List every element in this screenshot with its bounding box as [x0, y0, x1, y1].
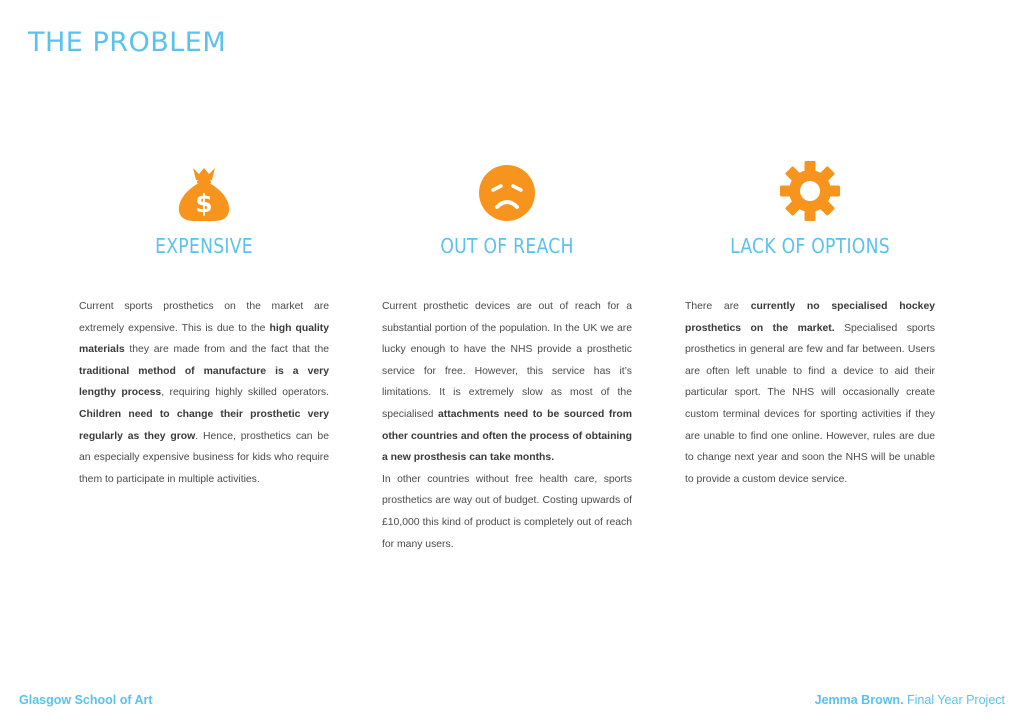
- emphasis-text: currently no specialised hockey prosthetics on the market.: [685, 301, 936, 334]
- gear-icon: [779, 160, 841, 222]
- emphasis-text: Children need to change their prosthetic very regularly as they grow: [79, 408, 329, 442]
- icon-container: [382, 150, 632, 222]
- body-text-run: In other countries without free health care, sports prosthetics are way out of budget. Costing upwards of £10,000 this kind of product is completely out of reach for many users.: [382, 473, 632, 550]
- emphasis-text: attachments need to be sourced from other countries and often the process of obtaining a new prosthesis can take months.: [382, 408, 633, 464]
- column-heading: OUT OF REACH: [440, 234, 574, 258]
- column-out-of-reach: [382, 150, 632, 555]
- footer-author: Jemma Brown.: [814, 693, 904, 707]
- column-body: [382, 296, 632, 555]
- emphasis-text: traditional method of manufacture is a very lengthy process: [79, 365, 329, 399]
- footer-school: Glasgow School of Art: [19, 693, 153, 707]
- body-text-run: Current prosthetic devices are out of reach for a substantial portion of the population. In the UK we are lucky enough to have the NHS provide a prosthetic service for free. However, this service has it’s limitations. It is extremely slow as most of the specialised: [382, 301, 632, 420]
- body-text-run: There are: [685, 301, 751, 312]
- body-text-run: Specialised sports prosthetics in general are few and far between. Users are often left unable to find a device to aid their particular sport. The NHS will occasionally create custom terminal devices for sporting activities if they are unable to find one online. However, rules are due to change next year and soon the NHS will be unable to provide a custom device service.: [685, 322, 935, 485]
- body-paragraph: [382, 296, 632, 469]
- icon-container: [685, 150, 935, 222]
- sad-face-icon: [478, 164, 536, 222]
- column-lack-of-options: [685, 150, 935, 490]
- body-paragraph: [382, 469, 632, 555]
- money-bag-icon: [176, 166, 232, 222]
- body-text-run: they are made from and the fact that the: [124, 344, 329, 356]
- footer-project: [815, 693, 1005, 707]
- svg-text:$: $: [195, 189, 213, 218]
- column-body: [79, 296, 329, 490]
- body-text-run: Current sports prosthetics on the market are extremely expensive. This is due to the: [79, 301, 329, 334]
- emphasis-text: high quality materials: [79, 322, 329, 356]
- body-paragraph: [79, 296, 329, 490]
- footer-project-label: Final Year Project: [903, 693, 1005, 707]
- body-text-run: . Hence, prosthetics can be an especially expensive business for kids who require them to participate in multiple activities.: [79, 430, 329, 485]
- column-heading: EXPENSIVE: [155, 234, 253, 258]
- body-paragraph: [685, 296, 935, 490]
- page-title: THE PROBLEM: [28, 27, 227, 58]
- column-heading: LACK OF OPTIONS: [730, 234, 890, 258]
- column-expensive: [79, 150, 329, 490]
- column-body: [685, 296, 935, 490]
- icon-container: [79, 150, 329, 222]
- body-text-run: , requiring highly skilled operators.: [161, 387, 330, 399]
